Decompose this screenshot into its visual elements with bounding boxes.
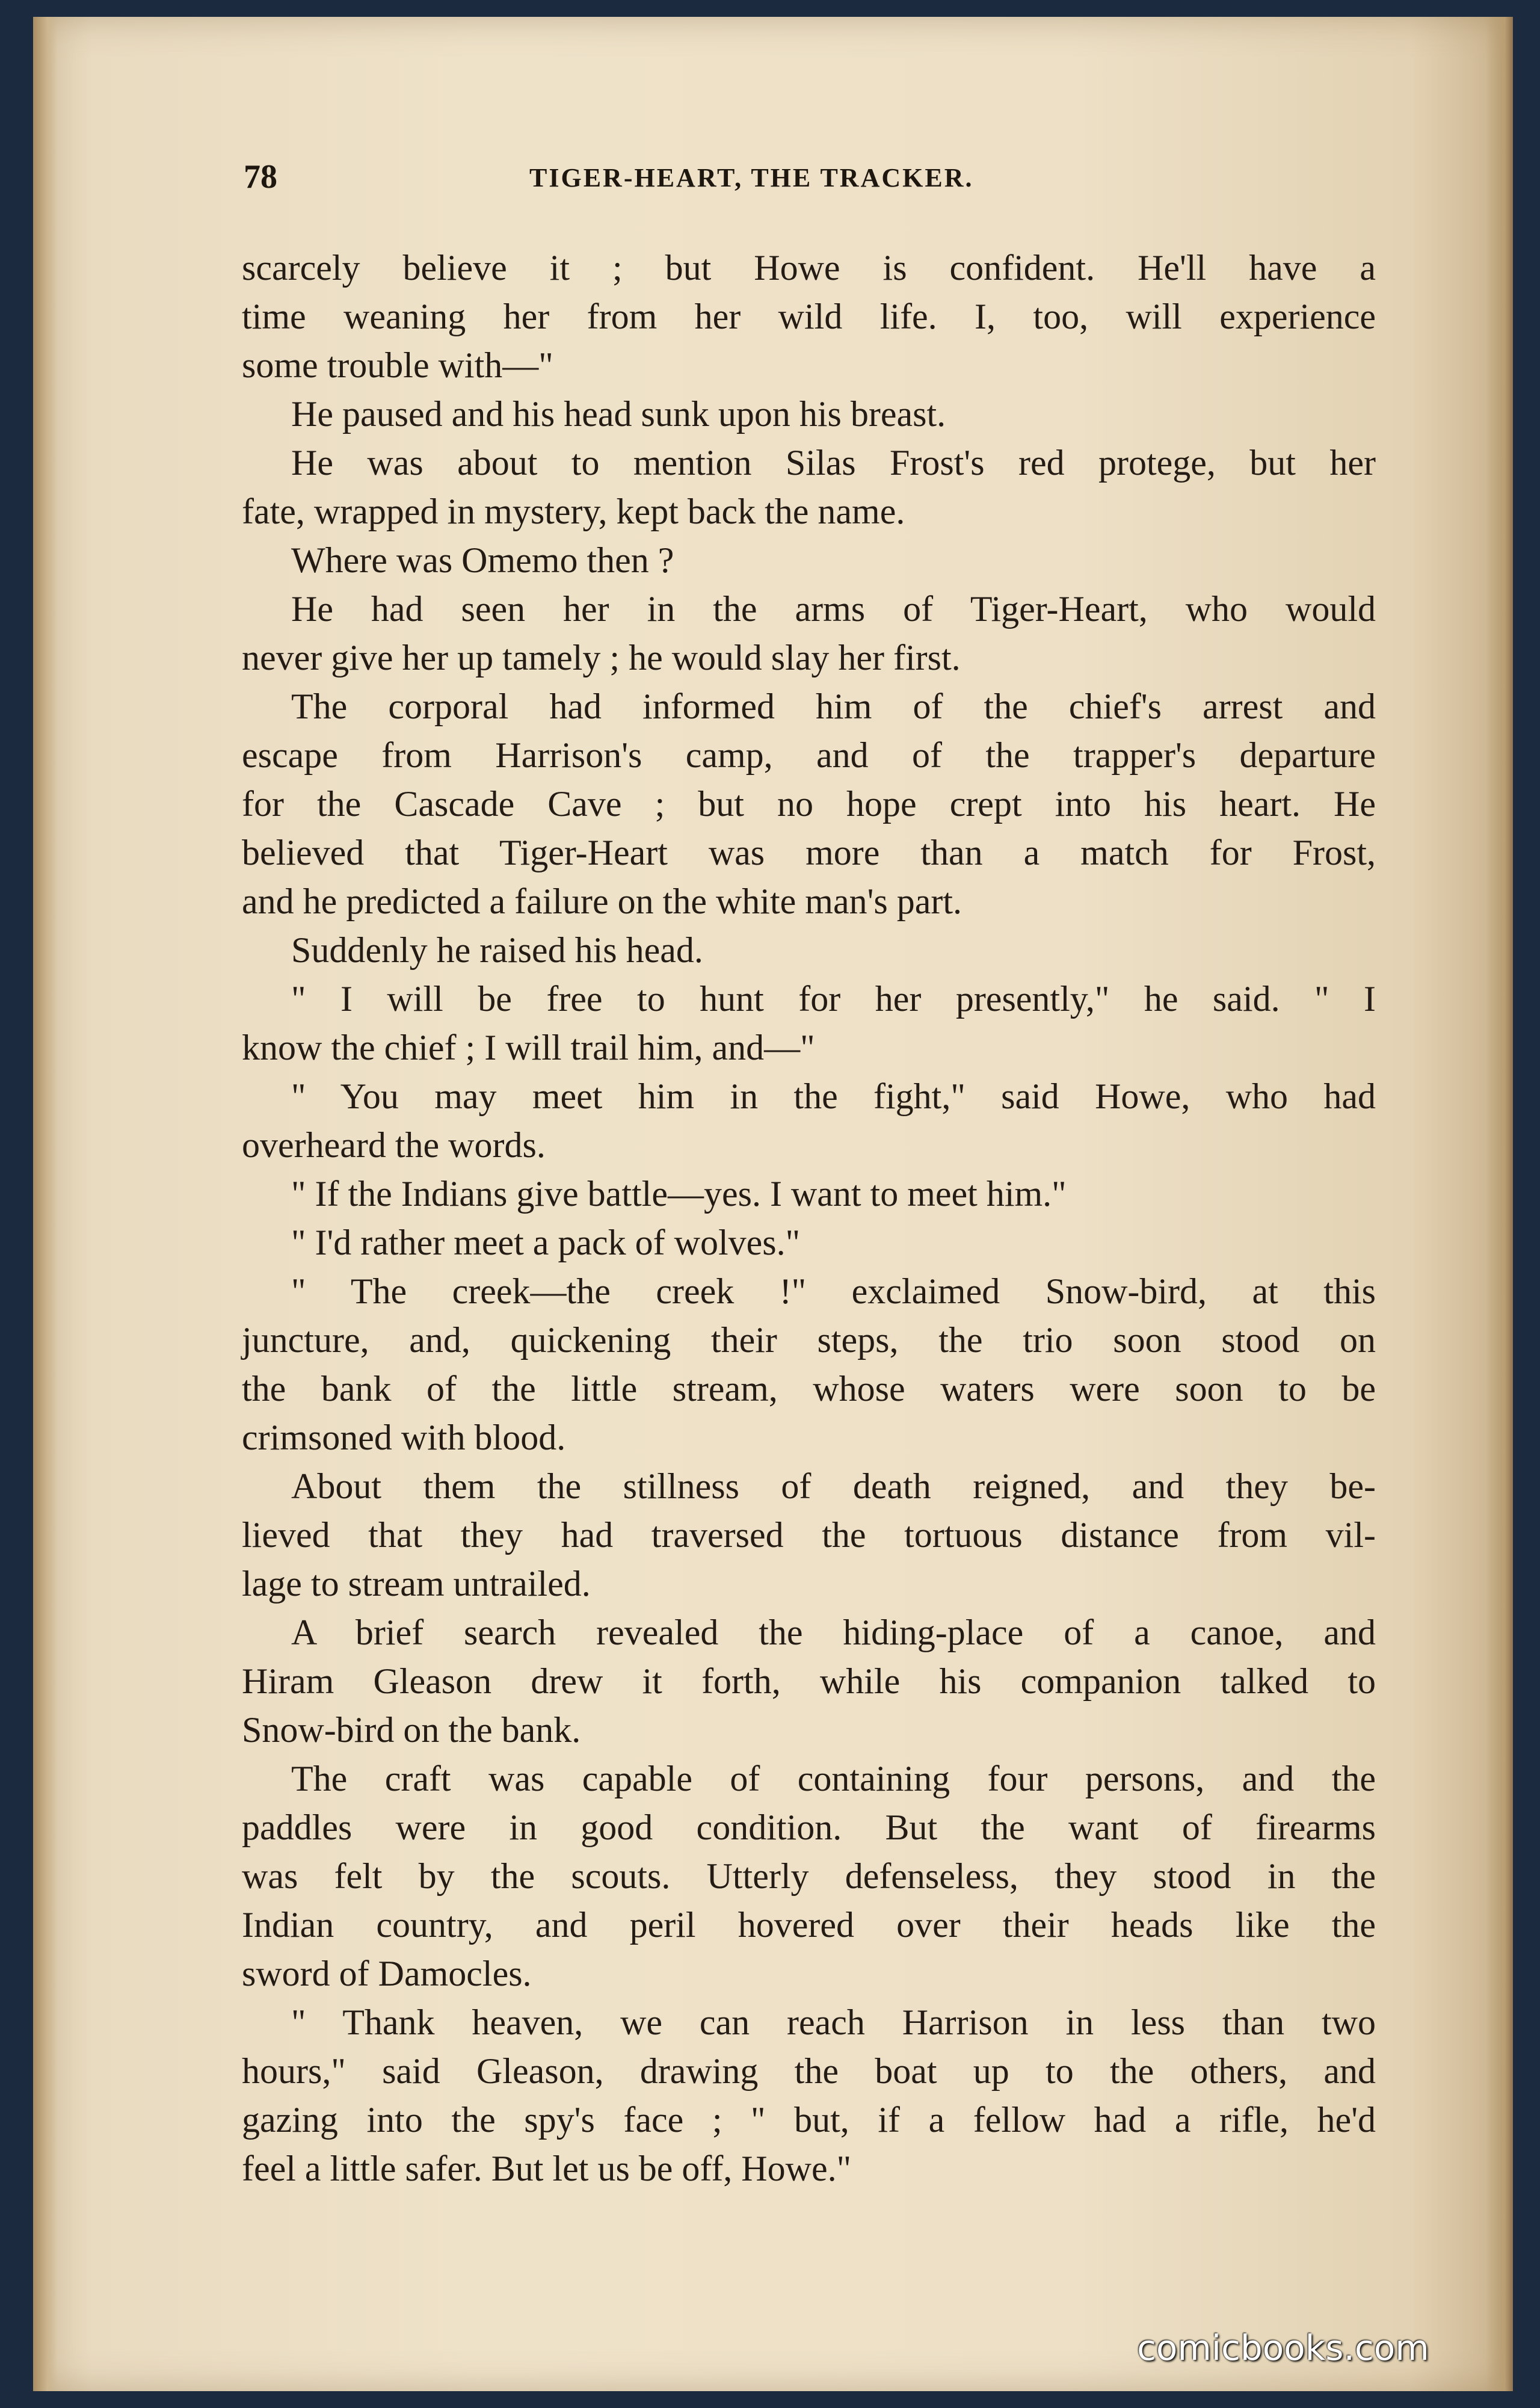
text-line: the bank of the little stream, whose waters were soon to be	[242, 1369, 1376, 1409]
text-line: feel a little safer. But let us be off, Howe."	[242, 2149, 852, 2188]
text-line: Hiram Gleason drew it forth, while his companion talked to	[242, 1661, 1376, 1701]
page-header	[244, 158, 1375, 200]
text-line: The craft was capable of containing four persons, and the	[291, 1759, 1376, 1798]
text-line: never give her up tamely ; he would slay her first.	[242, 638, 961, 678]
text-line: was felt by the scouts. Utterly defenseless, they stood in the	[242, 1856, 1376, 1896]
page-number: 78	[244, 158, 277, 196]
text-line: sword of Damocles.	[242, 1954, 532, 1993]
text-line: fate, wrapped in mystery, kept back the name.	[242, 492, 905, 531]
text-line: " Thank heaven, we can reach Harrison in less than two	[291, 2002, 1376, 2042]
text-line: for the Cascade Cave ; but no hope crept into his heart. He	[242, 784, 1376, 824]
text-line: Indian country, and peril hovered over their heads like the	[242, 1905, 1376, 1945]
text-line: He was about to mention Silas Frost's red protege, but her	[291, 443, 1376, 483]
text-line: gazing into the spy's face ; " but, if a fellow had a rifle, he'd	[242, 2100, 1376, 2140]
text-line: paddles were in good condition. But the want of firearms	[242, 1808, 1376, 1847]
text-line: believed that Tiger-Heart was more than a match for Frost,	[242, 833, 1376, 872]
text-line: Where was Omemo then ?	[291, 540, 674, 580]
text-line: He paused and his head sunk upon his breast.	[291, 394, 946, 434]
text-line: hours," said Gleason, drawing the boat up to the others, and	[242, 2051, 1376, 2091]
text-line: time weaning her from her wild life. I, too, will experience	[242, 297, 1376, 336]
watermark: comicbooks.com	[1137, 2327, 1429, 2368]
text-line: some trouble with—"	[242, 345, 553, 385]
text-line: juncture, and, quickening their steps, the trio soon stood on	[242, 1320, 1376, 1360]
text-line: " You may meet him in the fight," said Howe, who had	[291, 1076, 1376, 1116]
text-line: " The creek—the creek !" exclaimed Snow-bird, at this	[291, 1271, 1376, 1311]
text-line: A brief search revealed the hiding-place of a canoe, and	[291, 1613, 1376, 1652]
text-line: The corporal had informed him of the chief's arrest and	[291, 687, 1376, 726]
text-line: escape from Harrison's camp, and of the trapper's departure	[242, 735, 1376, 775]
text-line: " I'd rather meet a pack of wolves."	[291, 1223, 801, 1262]
text-line: " If the Indians give battle—yes. I want to meet him."	[291, 1174, 1067, 1214]
running-head: TIGER-HEART, THE TRACKER.	[529, 163, 974, 193]
text-line: He had seen her in the arms of Tiger-Heart, who would	[291, 589, 1376, 629]
text-line: scarcely believe it ; but Howe is confident. He'll have a	[242, 248, 1376, 288]
text-line: Snow-bird on the bank.	[242, 1710, 581, 1750]
text-line: lieved that they had traversed the tortuous distance from vil-	[242, 1515, 1376, 1555]
text-line: know the chief ; I will trail him, and—"	[242, 1028, 815, 1067]
text-line: and he predicted a failure on the white man's part.	[242, 881, 962, 921]
text-line: crimsoned with blood.	[242, 1418, 566, 1457]
text-line: lage to stream untrailed.	[242, 1564, 591, 1604]
text-line: About them the stillness of death reigned, and they be-	[291, 1466, 1376, 1506]
text-line: " I will be free to hunt for her presently," he said. " I	[291, 979, 1376, 1019]
page-right-edge	[1486, 17, 1513, 2391]
page-gutter	[33, 17, 57, 2391]
text-line: Suddenly he raised his head.	[291, 930, 703, 970]
body-text	[242, 244, 1376, 2247]
text-line: overheard the words.	[242, 1125, 546, 1165]
